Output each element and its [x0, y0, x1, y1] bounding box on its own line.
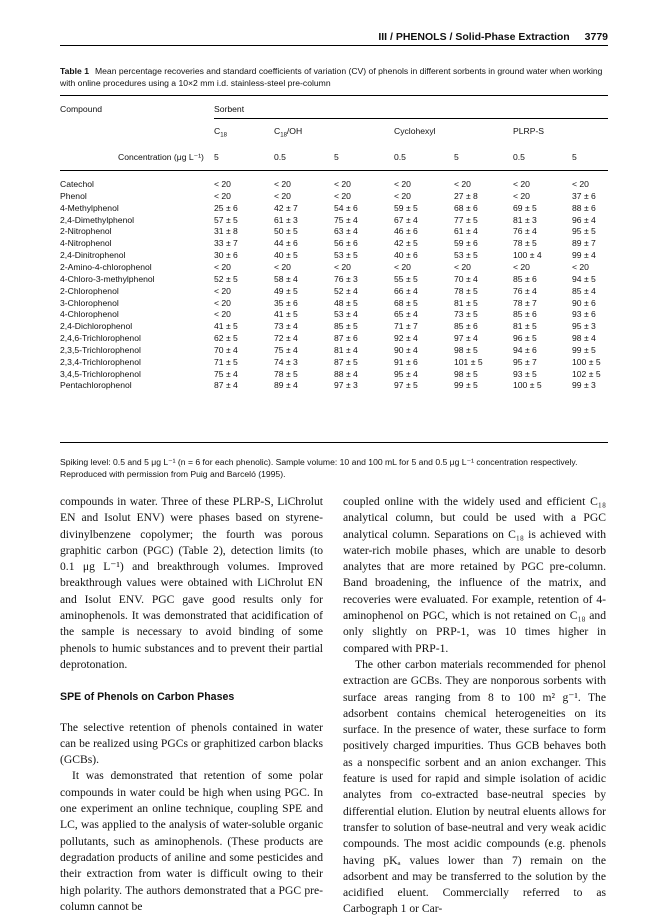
recovery-value: 89 ± 4	[274, 380, 298, 391]
recovery-value: 100 ± 5	[572, 356, 601, 367]
recovery-value: 63 ± 4	[334, 226, 358, 237]
recovery-value: 66 ± 4	[394, 285, 418, 296]
recovery-value: < 20	[454, 261, 471, 272]
recovery-value: 78 ± 5	[274, 368, 298, 379]
recovery-value: 42 ± 5	[394, 238, 418, 249]
compound-name: 2-Nitrophenol	[60, 226, 112, 237]
right-paragraph-2: The other carbon materials recommended for phenol extraction are GCBs. They are nonporous sorbents with surface areas ranging from 8 to 100 m² g⁻¹. The adsorbent contains chemical heterogeneities on its surface. In the presence of water, these surface to form positively charged impurities. Thus GCB behaves both as a nonspecific sorbent and an anion exchanger. This feature is used for rapid and simple isolation of acidic analytes from co-extracted base-neutral species by differential elution. Elution by neutral eluents allows for transfer to solution of base-neutral and very weak acidic compounds. The most acidic compounds (e.g. phenols having pKₐ values lower than 7) remain on the adsorbent and may be transferred to the solution by the acidified eluent. Commercially referred to as Carbograph 1 or Car-	[343, 657, 606, 916]
recovery-value: 71 ± 5	[214, 356, 238, 367]
table-label: Table 1	[60, 66, 89, 76]
table-row	[60, 250, 608, 262]
compound-name: 3,4,5-Trichlorophenol	[60, 368, 141, 379]
recovery-value: 41 ± 5	[274, 309, 298, 320]
recovery-value: < 20	[513, 190, 530, 201]
recovery-value: 99 ± 5	[454, 380, 478, 391]
recovery-value: 59 ± 5	[394, 202, 418, 213]
recovery-value: 53 ± 5	[334, 250, 358, 261]
recovery-value: 50 ± 5	[274, 226, 298, 237]
recovery-value: 71 ± 7	[394, 321, 418, 332]
recovery-value: 70 ± 4	[214, 344, 238, 355]
recovery-value: 78 ± 5	[454, 285, 478, 296]
left-paragraph-1: compounds in water. Three of these PLRP-S, LiChrolut EN and Isolut ENV) were phases based on styrene-divinylbenzene copolymer; the fourth was porous graphitic carbon (PGC) (Table 2), detection limits (to 0.1 μg L⁻¹) and breakthrough volumes. Improved breakthrough values were obtained with LiChrolut EN and Isolut ENV. PGC gave good results only for aminophenols. It was demonstrated that acidification of the sample is necessary to avoid binding of some phenols to humic substances and to prevent their partial deprotonation.	[60, 495, 323, 671]
recovery-value: 78 ± 7	[513, 297, 537, 308]
conc-5: 5	[454, 152, 459, 162]
header-rule	[60, 45, 608, 46]
recovery-value: 57 ± 5	[214, 214, 238, 225]
recovery-value: 81 ± 3	[513, 214, 537, 225]
recovery-value: 85 ± 6	[513, 273, 537, 284]
table-row	[60, 215, 608, 227]
recovery-value: 61 ± 4	[454, 226, 478, 237]
recovery-value: 76 ± 4	[513, 285, 537, 296]
sorbent-plrp-s: PLRP-S	[513, 126, 545, 136]
recovery-value: 102 ± 5	[572, 368, 601, 379]
compound-name: 2-Chlorophenol	[60, 285, 119, 296]
compound-name: 2-Amino-4-chlorophenol	[60, 261, 152, 272]
recovery-value: < 20	[274, 179, 291, 189]
recovery-value: 59 ± 6	[454, 238, 478, 249]
recovery-value: 35 ± 6	[274, 297, 298, 308]
recovery-value: 52 ± 4	[334, 285, 358, 296]
recovery-value: 76 ± 3	[334, 273, 358, 284]
recovery-value: 95 ± 7	[513, 356, 537, 367]
conc-6: 0.5	[513, 152, 525, 162]
recovery-value: 91 ± 6	[394, 356, 418, 367]
compound-name: 4-Chlorophenol	[60, 309, 119, 320]
table-row	[60, 274, 608, 286]
recovery-value: 93 ± 5	[513, 368, 537, 379]
recovery-value: 101 ± 5	[454, 356, 483, 367]
right-paragraph-1: coupled online with the widely used and efficient C₁₈ analytical column, but could be used with a PGC analytical column. Separations on C₁₈ is achieved with water-rich mobile phases, which are unable to desorb analytes that are more retained by PGC pre-column. Band broadening, the influence of the matrix, and recoveries were evaluated. For example, retention of 4-aminophenol on PGC, which is not retained on C₁₈ and only slightly on PRP-1, was 10 times higher in compared with PRP-1.	[343, 495, 606, 655]
recovery-value: 97 ± 4	[454, 333, 478, 344]
compound-name: Phenol	[60, 190, 87, 201]
recovery-value: 100 ± 5	[513, 380, 542, 391]
table-row	[60, 262, 608, 274]
conc-4: 0.5	[394, 152, 406, 162]
running-head-section: III / PHENOLS / Solid-Phase Extraction	[378, 31, 570, 43]
recovery-value: 37 ± 6	[572, 190, 596, 201]
recovery-value: < 20	[572, 261, 589, 272]
sorbent-cyclohexyl: Cyclohexyl	[394, 126, 436, 136]
table-row	[60, 298, 608, 310]
recovery-value: 75 ± 4	[214, 368, 238, 379]
recovery-value: 93 ± 6	[572, 309, 596, 320]
recovery-value: 27 ± 8	[454, 190, 478, 201]
conc-1: 5	[214, 152, 219, 162]
recovery-value: 58 ± 4	[274, 273, 298, 284]
recovery-value: 70 ± 4	[454, 273, 478, 284]
recovery-value: 41 ± 5	[214, 321, 238, 332]
running-head	[60, 31, 608, 43]
recovery-value: 53 ± 5	[454, 250, 478, 261]
recovery-value: < 20	[394, 190, 411, 201]
sorbent-c18: $C_{18}$	[214, 126, 227, 139]
recovery-value: 87 ± 4	[214, 380, 238, 391]
page-number: 3779	[584, 31, 608, 43]
table-row	[60, 380, 608, 392]
table-footnote: Spiking level: 0.5 and 5 μg L⁻¹ (n = 6 for each phenolic). Sample volume: 10 and 100 mL for 5 and 0.5 μg L⁻¹ concentration respectively. Reproduced with permission from Puig and Barceló (1995).	[60, 457, 578, 479]
recovery-value: 68 ± 6	[454, 202, 478, 213]
recovery-value: 73 ± 4	[274, 321, 298, 332]
recovery-value: 98 ± 5	[454, 368, 478, 379]
recovery-value: 87 ± 5	[334, 356, 358, 367]
recovery-value: 75 ± 4	[274, 344, 298, 355]
table-row	[60, 238, 608, 250]
recovery-value: 44 ± 6	[274, 238, 298, 249]
recovery-value: 72 ± 4	[274, 333, 298, 344]
recovery-value: 85 ± 4	[572, 285, 596, 296]
recovery-value: < 20	[274, 190, 291, 201]
recovery-value: 96 ± 5	[513, 333, 537, 344]
recovery-value: < 20	[572, 179, 589, 189]
compound-name: 3-Chlorophenol	[60, 297, 119, 308]
recovery-value: < 20	[454, 179, 471, 189]
recovery-value: 98 ± 4	[572, 333, 596, 344]
recovery-value: 54 ± 6	[334, 202, 358, 213]
recovery-value: < 20	[214, 190, 231, 201]
recovery-value: 61 ± 3	[274, 214, 298, 225]
recovery-value: 87 ± 6	[334, 333, 358, 344]
recovery-value: 74 ± 3	[274, 356, 298, 367]
recovery-value: 95 ± 3	[572, 321, 596, 332]
recovery-value: 25 ± 6	[214, 202, 238, 213]
compound-name: 2,4,6-Trichlorophenol	[60, 333, 141, 344]
compound-name: Catechol	[60, 179, 94, 189]
conc-7: 5	[572, 152, 577, 162]
recovery-value: 100 ± 4	[513, 250, 542, 261]
table-row	[60, 333, 608, 345]
recovery-value: < 20	[214, 285, 231, 296]
table-row	[60, 345, 608, 357]
compound-name: Pentachlorophenol	[60, 380, 132, 391]
section-heading: SPE of Phenols on Carbon Phases	[60, 691, 235, 704]
recovery-value: < 20	[513, 261, 530, 272]
recovery-value: 99 ± 3	[572, 380, 596, 391]
recovery-value: < 20	[334, 261, 351, 272]
recovery-value: 98 ± 5	[454, 344, 478, 355]
recovery-value: 31 ± 8	[214, 226, 238, 237]
recovery-value: 56 ± 6	[334, 238, 358, 249]
col-header-compound: Compound	[60, 104, 103, 114]
recovery-value: 78 ± 5	[513, 238, 537, 249]
compound-name: 2,3,4-Trichlorophenol	[60, 356, 141, 367]
recovery-value: 81 ± 4	[334, 344, 358, 355]
recovery-value: 81 ± 5	[454, 297, 478, 308]
recovery-value: < 20	[513, 179, 530, 189]
compound-name: 4-Chloro-3-methylphenol	[60, 273, 155, 284]
table-top-rule	[60, 95, 608, 96]
recovery-value: 40 ± 5	[274, 250, 298, 261]
recovery-value: 40 ± 6	[394, 250, 418, 261]
table-row	[60, 321, 608, 333]
recovery-value: 99 ± 4	[572, 250, 596, 261]
table-row	[60, 203, 608, 215]
recovery-value: 65 ± 4	[394, 309, 418, 320]
recovery-value: < 20	[274, 261, 291, 272]
recovery-value: < 20	[214, 297, 231, 308]
recovery-value: 33 ± 7	[214, 238, 238, 249]
compound-name: 2,4-Dinitrophenol	[60, 250, 126, 261]
recovery-value: 77 ± 5	[454, 214, 478, 225]
compound-name: 4-Methylphenol	[60, 202, 119, 213]
table-row	[60, 309, 608, 321]
table-row	[60, 286, 608, 298]
table-row	[60, 191, 608, 203]
compound-name: 2,4-Dimethylphenol	[60, 214, 135, 225]
recovery-value: 48 ± 5	[334, 297, 358, 308]
table-caption-text: Mean percentage recoveries and standard coefficients of variation (CV) of phenols in different sorbents in ground water when working with online procedures using a 10×2 mm i.d. stainless-steel pre-column	[60, 66, 603, 88]
recovery-value: 52 ± 5	[214, 273, 238, 284]
table-caption	[60, 65, 608, 89]
left-paragraph-2: The selective retention of phenols contained in water can be realized using PGCs or graphitized carbon blacks (GCBs).	[60, 720, 323, 767]
recovery-value: 73 ± 5	[454, 309, 478, 320]
recovery-value: 95 ± 4	[394, 368, 418, 379]
recovery-value: 46 ± 6	[394, 226, 418, 237]
recovery-value: < 20	[394, 261, 411, 272]
recovery-value: 42 ± 7	[274, 202, 298, 213]
compound-name: 4-Nitrophenol	[60, 238, 112, 249]
table-row	[60, 226, 608, 238]
recovery-value: 90 ± 4	[394, 344, 418, 355]
recovery-value: 85 ± 6	[454, 321, 478, 332]
left-paragraph-3: It was demonstrated that retention of some polar compounds in water could be high when using PGC. In one experiment an online technique, coupling SPE and LC, was applied to the analysis of water-soluble organic pollutants, such as aminophenols. (These products are degradation products of aniline and some pesticides and their extraction from water is difficult owing to their high polarity. The authors demonstrated that a PGC pre-column cannot be	[60, 769, 323, 913]
table-bottom-rule	[60, 442, 608, 443]
recovery-value: 68 ± 5	[394, 297, 418, 308]
recovery-value: < 20	[334, 179, 351, 189]
recovery-value: 94 ± 6	[513, 344, 537, 355]
sorbent-rule	[214, 118, 608, 119]
recovery-value: 97 ± 3	[334, 380, 358, 391]
recovery-value: < 20	[214, 261, 231, 272]
recovery-value: 75 ± 4	[334, 214, 358, 225]
recovery-value: 88 ± 6	[572, 202, 596, 213]
sorbent-c18-oh: $C_{18}/OH$	[274, 126, 303, 139]
recovery-value: < 20	[334, 190, 351, 201]
recovery-value: 53 ± 4	[334, 309, 358, 320]
recovery-value: 85 ± 6	[513, 309, 537, 320]
recovery-value: < 20	[214, 309, 231, 320]
recovery-value: 99 ± 5	[572, 344, 596, 355]
recovery-value: 97 ± 5	[394, 380, 418, 391]
recovery-value: 30 ± 6	[214, 250, 238, 261]
recovery-value: 95 ± 5	[572, 226, 596, 237]
compound-name: 2,3,5-Trichlorophenol	[60, 344, 141, 355]
recovery-value: < 20	[214, 179, 231, 189]
recovery-value: 96 ± 4	[572, 214, 596, 225]
recovery-value: 55 ± 5	[394, 273, 418, 284]
recovery-value: 89 ± 7	[572, 238, 596, 249]
right-column	[343, 494, 606, 918]
left-column	[60, 494, 323, 915]
recovery-value: 81 ± 5	[513, 321, 537, 332]
conc-3: 5	[334, 152, 339, 162]
table-row	[60, 369, 608, 381]
compound-name: 2,4-Dichlorophenol	[60, 321, 133, 332]
table-row	[60, 357, 608, 369]
concentration-label: Concentration (μg L⁻¹)	[118, 152, 204, 162]
recovery-value: 88 ± 4	[334, 368, 358, 379]
recovery-value: 85 ± 5	[334, 321, 358, 332]
recovery-value: 62 ± 5	[214, 333, 238, 344]
conc-2: 0.5	[274, 152, 286, 162]
recovery-value: 90 ± 6	[572, 297, 596, 308]
recovery-value: 49 ± 5	[274, 285, 298, 296]
recovery-value: 92 ± 4	[394, 333, 418, 344]
col-header-sorbent: Sorbent	[214, 104, 245, 114]
table-row	[60, 179, 608, 191]
table-header-rule	[60, 170, 608, 171]
recovery-value: 67 ± 4	[394, 214, 418, 225]
recovery-value: 69 ± 5	[513, 202, 537, 213]
recovery-value: 76 ± 4	[513, 226, 537, 237]
recovery-value: < 20	[394, 179, 411, 189]
recovery-value: 94 ± 5	[572, 273, 596, 284]
